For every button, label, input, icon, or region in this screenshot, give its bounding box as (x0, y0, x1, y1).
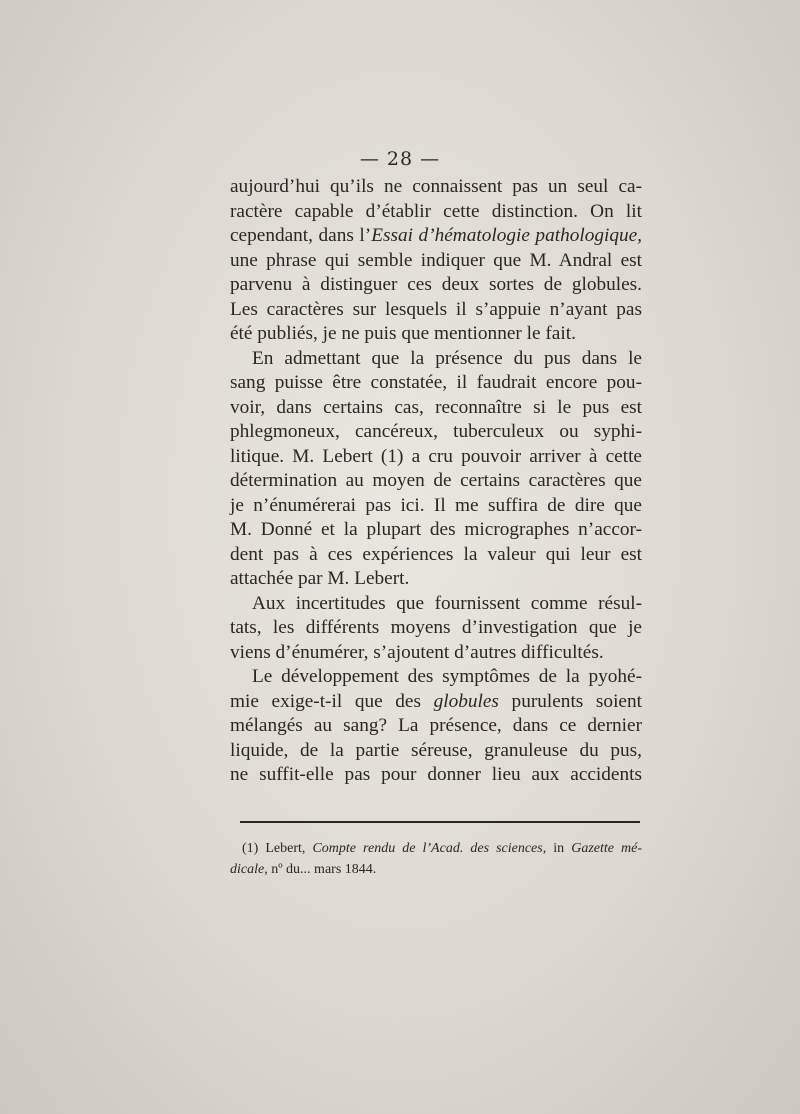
text-segment: mie exige-t-il que des (230, 690, 434, 712)
text-segment: purulents soient (498, 690, 642, 712)
body-text (230, 175, 642, 788)
italic-text: Essai d’hématologie pathologique, (371, 225, 643, 246)
text-line (230, 690, 642, 715)
text-line: M. Donné et la plupart des micrographes n’accor- (230, 519, 642, 540)
text-line: mélangés au sang? La présence, dans ce dernier (230, 715, 642, 736)
text-line: parvenu à distinguer ces deux sortes de globules. (230, 274, 642, 295)
text-line: ne suffit-elle pas pour donner lieu aux accidents (230, 764, 642, 785)
footnote-line: (1) Lebert, Compte rendu de l’Acad. des sciences, in Gazette mé- (242, 841, 643, 856)
page-number: — 28 — (359, 148, 441, 170)
text-line: sang puisse être constatée, il faudrait encore pou- (230, 372, 642, 393)
text-line: détermination au moyen de certains caractères que (230, 470, 642, 491)
text-line: viens d’énumérer, s’ajoutent d’autres difficultés. (230, 641, 604, 663)
text-line: Le développement des symptômes de la pyohé- (252, 666, 642, 687)
text-line: attachée par M. Lebert. (230, 568, 410, 589)
text-segment: cependant, dans l’ (230, 225, 372, 246)
text-line: aujourd’hui qu’ils ne connaissent pas un seul ca- (230, 176, 642, 197)
footnote (230, 838, 642, 880)
text-line: tats, les différents moyens d’investigation que je (230, 617, 642, 638)
text-line: dent pas à ces expériences la valeur qui leur est (230, 543, 642, 565)
text-line: liquide, de la partie séreuse, granuleuse du pus, (230, 739, 642, 761)
text-line (230, 224, 642, 249)
text-line: En admettant que la présence du pus dans le (252, 347, 642, 369)
footnote-rule (240, 821, 640, 823)
italic-text: globules (433, 690, 499, 712)
text-line: été publiés, je ne puis que mentionner le fait. (230, 323, 576, 344)
footnote-line: dicale, nº du... mars 1844. (230, 862, 377, 877)
text-line: une phrase qui semble indiquer que M. Andral est (230, 249, 642, 271)
text-line: phlegmoneux, cancéreux, tuberculeux ou syphi- (230, 421, 642, 442)
text-line: Les caractères sur lesquels il s’appuie n’ayant pas (230, 298, 642, 320)
text-line: ractère capable d’établir cette distinction. On lit (230, 200, 642, 222)
text-line: litique. M. Lebert (1) a cru pouvoir arriver à cette (230, 445, 642, 467)
text-line: Aux incertitudes que fournissent comme résul- (252, 592, 642, 614)
text-line: je n’énumérerai pas ici. Il me suffira de dire que (230, 494, 642, 516)
text-line: voir, dans certains cas, reconnaître si le pus est (230, 396, 642, 418)
